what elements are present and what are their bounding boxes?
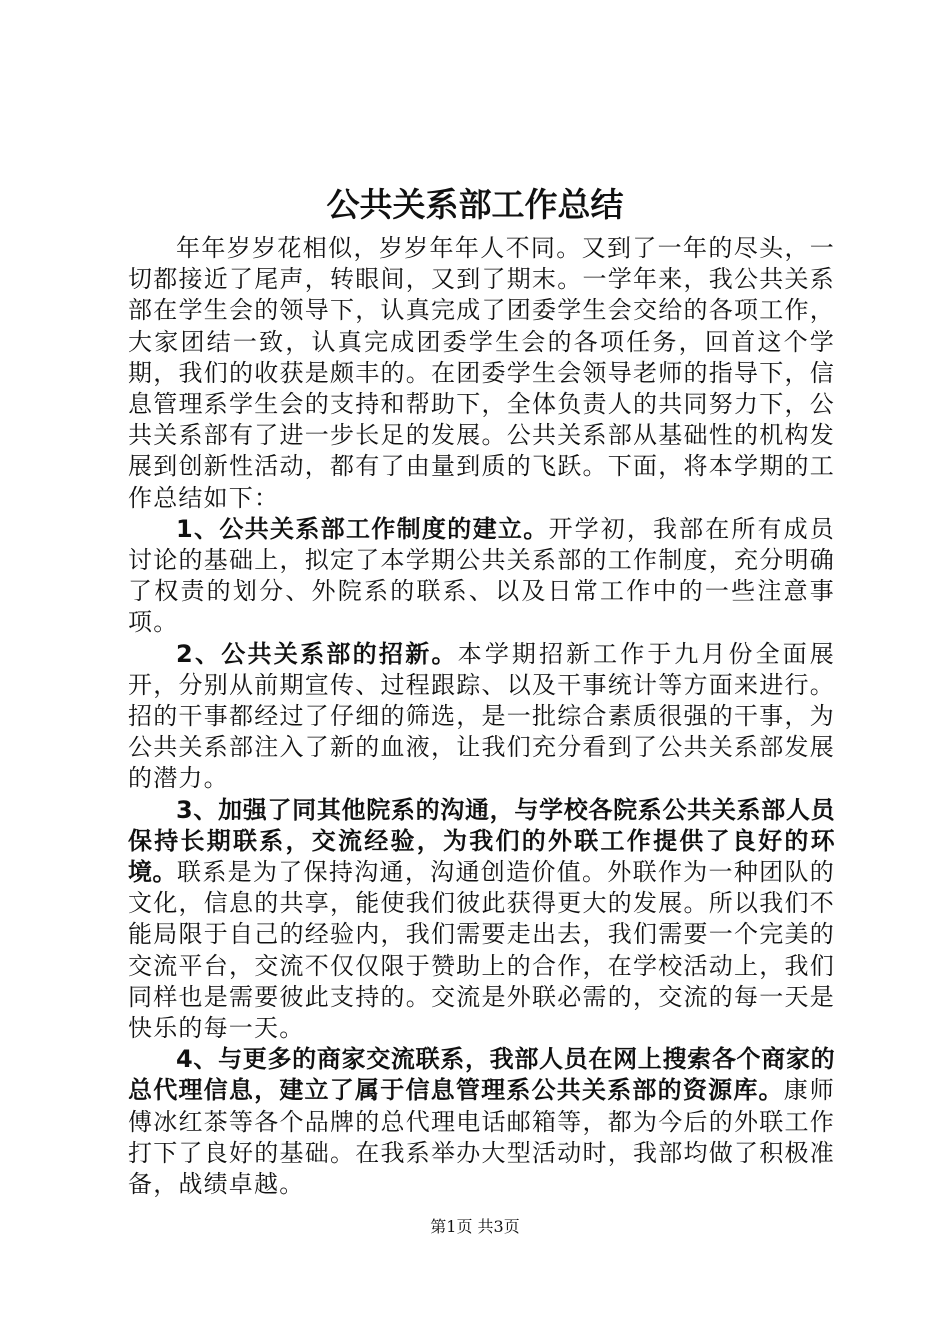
section-1-paragraph [128, 514, 835, 639]
section-3-paragraph [128, 795, 835, 1045]
section-1-heading: 1、公共关系部工作制度的建立。 [176, 514, 549, 543]
section-3-heading: 3、加强了同其他院系的沟通，与学校各院系公共关系部人员保持长期联系，交流经验，为我们的外联工作提供了良好的环境。 [128, 795, 835, 887]
section-2-text: 本学期招新工作于九月份全面展开，分别从前期宣传、过程跟踪、以及干事统计等方面来进行。招的干事都经过了仔细的筛选，是一批综合素质很强的干事，为公共关系部注入了新的血液，让我们充分看到了公共关系部发展的潜力。 [128, 639, 835, 793]
section-1-text: 开学初，我部在所有成员讨论的基础上，拟定了本学期公共关系部的工作制度，充分明确了权责的划分、外院系的联系、以及日常工作中的一些注意事项。 [128, 514, 835, 637]
page-number-footer: 第1页 共3页 [430, 1217, 520, 1236]
document-title: 公共关系部工作总结 [326, 185, 624, 224]
section-3-text: 联系是为了保持沟通，沟通创造价值。外联作为一种团队的文化，信息的共享，能使我们彼此获得更大的发展。所以我们不能局限于自己的经验内，我们需要走出去，我们需要一个完美的交流平台，交流不仅仅限于赞助上的合作，在学校活动上，我们同样也是需要彼此支持的。交流是外联必需的，交流的每一天是快乐的每一天。 [128, 858, 835, 1043]
document-body [128, 233, 835, 1200]
section-4-text: 康师傅冰红茶等各个品牌的总代理电话邮箱等，都为今后的外联工作打下了良好的基础。在我系举办大型活动时，我部均做了积极准备，战绩卓越。 [128, 1076, 835, 1199]
section-2-heading: 2、公共关系部的招新。 [176, 639, 458, 668]
section-2-paragraph [128, 639, 835, 795]
section-4-heading: 4、与更多的商家交流联系，我部人员在网上搜索各个商家的总代理信息，建立了属于信息管理系公共关系部的资源库。 [128, 1045, 835, 1105]
section-4-paragraph [128, 1044, 835, 1200]
intro-paragraph: 年年岁岁花相似，岁岁年年人不同。又到了一年的尽头，一切都接近了尾声，转眼间，又到了期末。一学年来，我公共关系部在学生会的领导下，认真完成了团委学生会交给的各项工作，大家团结一致，认真完成团委学生会的各项任务，回首这个学期，我们的收获是颇丰的。在团委学生会领导老师的指导下，信息管理系学生会的支持和帮助下，全体负责人的共同努力下，公共关系部有了进一步长足的发展。公共关系部从基础性的机构发展到创新性活动，都有了由量到质的飞跃。下面，将本学期的工作总结如下： [128, 234, 835, 512]
